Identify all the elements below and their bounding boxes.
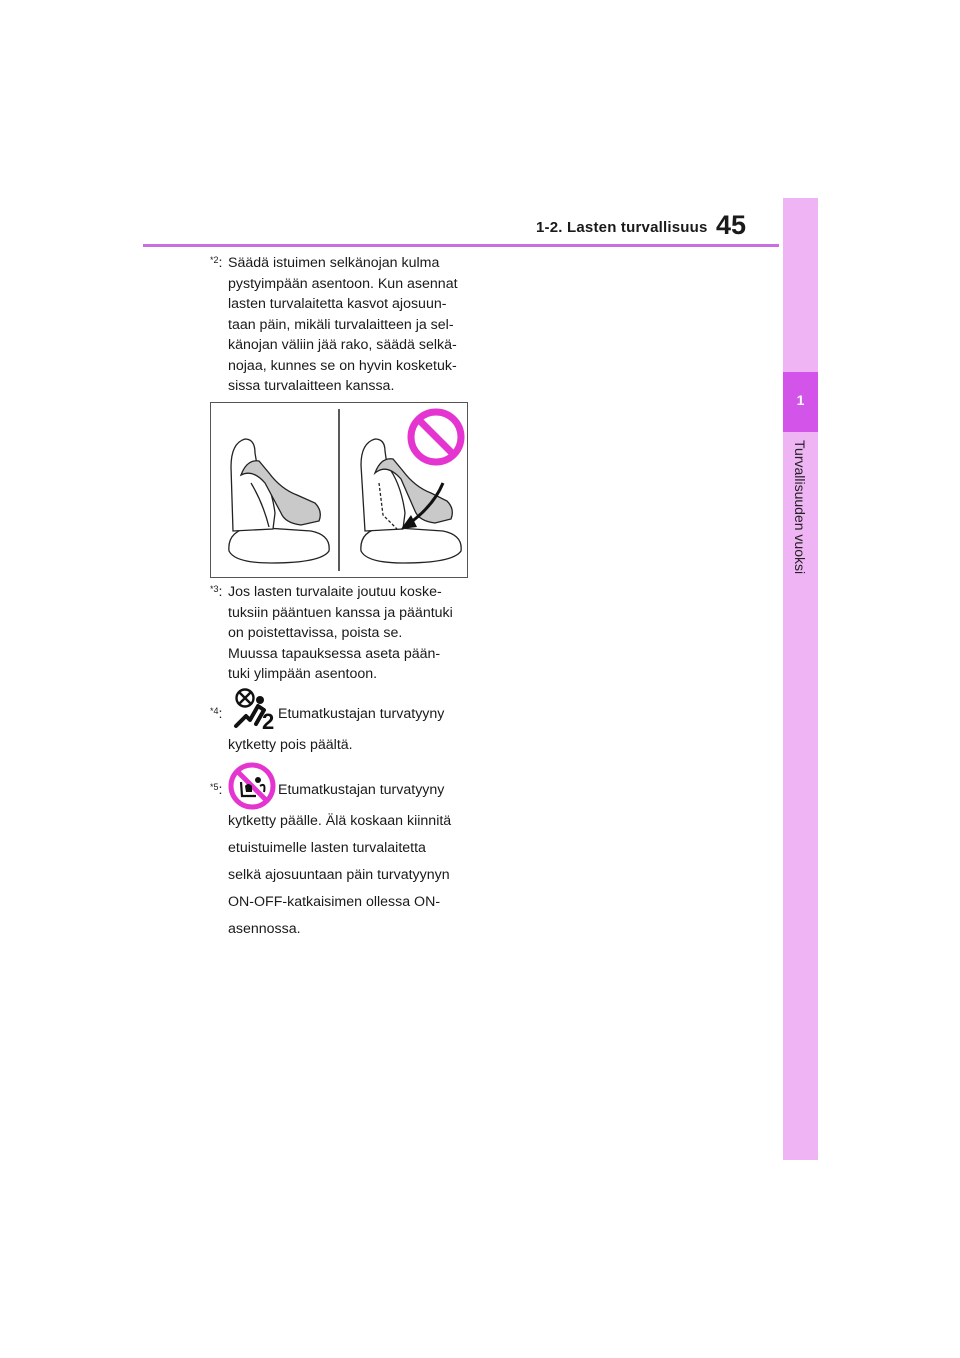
note-5-line: etuistuimelle lasten turvalaitetta	[228, 840, 426, 856]
note-4-line: kytketty pois päältä.	[228, 737, 353, 753]
note-3-line: on poistettavissa, poista se.	[228, 625, 403, 641]
seat-correct	[229, 439, 329, 563]
note-3-line: tuksiin pääntuen kanssa ja pääntuki	[228, 604, 453, 621]
note-4-first: Etumatkustajan turvatyyny	[278, 706, 445, 722]
note-2-mark: $^{*2}$:	[210, 255, 223, 271]
note-2-line: taan päin, mikäli turvalaitteen ja sel-	[228, 316, 454, 333]
note-2-line: pystyimpään asentoon. Kun asennat	[228, 275, 458, 292]
child-seat-illustration	[211, 403, 467, 577]
note-4	[210, 688, 480, 730]
airbag-off-icon	[232, 688, 280, 732]
note-2-line: Säädä istuimen selkänojan kulma	[228, 255, 440, 271]
note-5-line: ON-OFF-katkaisimen ollessa ON-	[228, 894, 441, 910]
side-tab	[783, 198, 818, 1160]
chapter-label: Turvallisuuden vuoksi	[792, 440, 808, 575]
note-4-mark: $^{*4}$:	[210, 706, 223, 722]
header-rule	[143, 244, 779, 247]
section-title: 1-2. Lasten turvallisuus	[536, 219, 708, 236]
note-3-line: tuki ylimpään asentoon.	[228, 666, 378, 682]
note-5	[210, 762, 480, 810]
note-2	[210, 253, 472, 397]
note-5-mark: $^{*5}$:	[210, 782, 223, 798]
note-3	[210, 582, 472, 685]
page-number: 45	[716, 210, 747, 240]
airbag-on-icon	[228, 762, 276, 810]
note-3-line: Muussa tapauksessa aseta pään-	[228, 645, 441, 662]
note-4-cont	[228, 732, 478, 759]
note-2-line: nojaa, kunnes se on hyvin kosketuk-	[228, 357, 457, 374]
child-seat-figure	[210, 402, 468, 578]
note-5-line: asennossa.	[228, 921, 301, 937]
note-5-cont	[228, 808, 478, 943]
note-2-line: känojan väliin jää rako, säädä selkä-	[228, 337, 457, 353]
note-2-line: sissa turvalaitteen kanssa.	[228, 378, 395, 394]
note-3-line: Jos lasten turvalaite joutuu koske-	[228, 584, 442, 600]
note-3-mark: $^{*3}$:	[210, 584, 223, 600]
note-5-line: kytketty päälle. Älä koskaan kiinnitä	[228, 813, 452, 829]
note-5-first: Etumatkustajan turvatyyny	[278, 782, 445, 798]
svg-text:2: 2	[262, 709, 275, 732]
note-5-line: selkä ajosuuntaan päin turvatyynyn	[228, 867, 450, 883]
chapter-number: 1	[796, 392, 805, 408]
note-2-line: lasten turvalaitetta kasvot ajosuun-	[228, 296, 447, 312]
prohibition-icon	[411, 412, 461, 462]
